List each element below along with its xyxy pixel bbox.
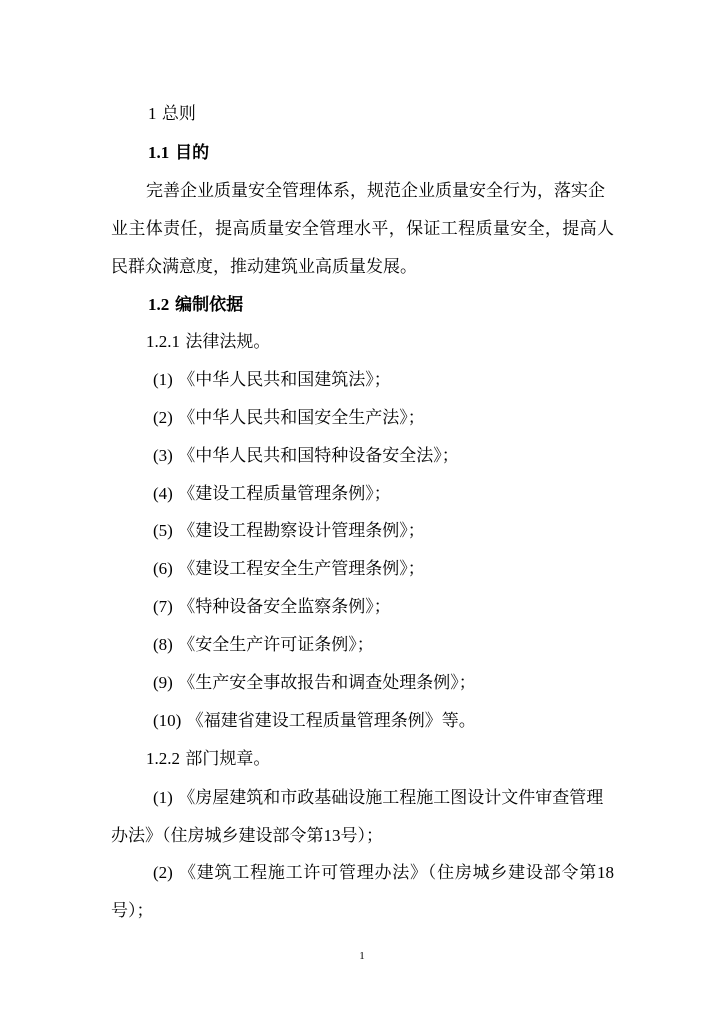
regulation-item-number: (2) [153, 863, 173, 882]
regulation-item-text: 办法》（住房城乡建设部令第 [111, 826, 324, 846]
law-item [153, 407, 425, 429]
law-item-number: (7) [153, 597, 173, 616]
heading-1-2-number: 1.2 [148, 295, 170, 314]
regulation-item-line-1 [153, 787, 603, 809]
regulation-item-text: 《建筑工程施工许可管理办法》（住房城乡建设部令第 [179, 863, 598, 883]
law-item-text: 《特种设备安全监察条例》； [178, 597, 391, 617]
law-item-number: (9) [153, 673, 173, 692]
subsection-1-2-1 [146, 331, 270, 353]
regulation-order-number: 18 [597, 863, 615, 882]
heading-1-2-title: 编制依据 [175, 295, 244, 315]
purpose-line-3: 民群众满意度，推动建筑业高质量发展。 [111, 257, 417, 277]
law-item [153, 672, 476, 694]
law-item [153, 710, 476, 732]
regulation-item-text-end: 号）； [340, 826, 383, 846]
law-item-number: (6) [153, 559, 173, 578]
law-item [153, 445, 459, 467]
law-item-number: (4) [153, 484, 173, 503]
law-item-text: 《建设工程勘察设计管理条例》； [178, 521, 425, 541]
heading-1-title: 总则 [161, 104, 196, 124]
law-item-number: (5) [153, 521, 173, 540]
heading-1 [148, 103, 196, 125]
subsection-1-2-1-number: 1.2.1 [146, 332, 180, 351]
law-item [153, 369, 391, 391]
regulation-order-number: 13 [323, 826, 341, 845]
subsection-1-2-1-title: 法律法规。 [185, 332, 271, 352]
law-item-text: 《生产安全事故报告和调查处理条例》； [178, 673, 476, 693]
law-item-number: (2) [153, 408, 173, 427]
regulation-item-line-1 [153, 862, 614, 884]
law-item-text: 《建设工程质量管理条例》； [178, 484, 391, 504]
law-item-text: 《中华人民共和国安全生产法》； [178, 408, 425, 428]
law-item [153, 596, 391, 618]
purpose-line-2: 业主体责任，提高质量安全管理水平，保证工程质量安全，提高人 [111, 219, 614, 239]
law-item [153, 558, 425, 580]
law-item-number: (3) [153, 446, 173, 465]
heading-1-1 [148, 142, 209, 164]
subsection-1-2-2-number: 1.2.2 [146, 749, 180, 768]
regulation-item-number: (1) [153, 788, 173, 807]
law-item-text: 《中华人民共和国特种设备安全法》； [178, 446, 459, 466]
law-item-text: 《中华人民共和国建筑法》； [178, 370, 391, 390]
regulation-item-line-2: 号）； [111, 901, 154, 921]
heading-1-2 [148, 294, 243, 316]
regulation-item-text: 《房屋建筑和市政基础设施工程施工图设计文件审查管理 [178, 788, 604, 808]
subsection-1-2-2-title: 部门规章。 [185, 749, 271, 769]
law-item-text: 《安全生产许可证条例》； [178, 635, 374, 655]
law-item-number: (1) [153, 370, 173, 389]
heading-1-number: 1 [148, 104, 157, 123]
heading-1-1-number: 1.1 [148, 143, 170, 162]
law-item-text: 《福建省建设工程质量管理条例》等。 [186, 711, 476, 731]
purpose-line-1: 完善企业质量安全管理体系，规范企业质量安全行为，落实企 [146, 181, 605, 201]
heading-1-1-title: 目的 [175, 143, 210, 163]
law-item-text: 《建设工程安全生产管理条例》； [178, 559, 425, 579]
law-item-number: (8) [153, 635, 173, 654]
regulation-item-line-2 [111, 825, 383, 847]
subsection-1-2-2 [146, 748, 270, 770]
law-item [153, 483, 391, 505]
law-item [153, 520, 425, 542]
law-item [153, 634, 374, 656]
page-number: 1 [359, 950, 365, 962]
law-item-number: (10) [153, 711, 182, 730]
